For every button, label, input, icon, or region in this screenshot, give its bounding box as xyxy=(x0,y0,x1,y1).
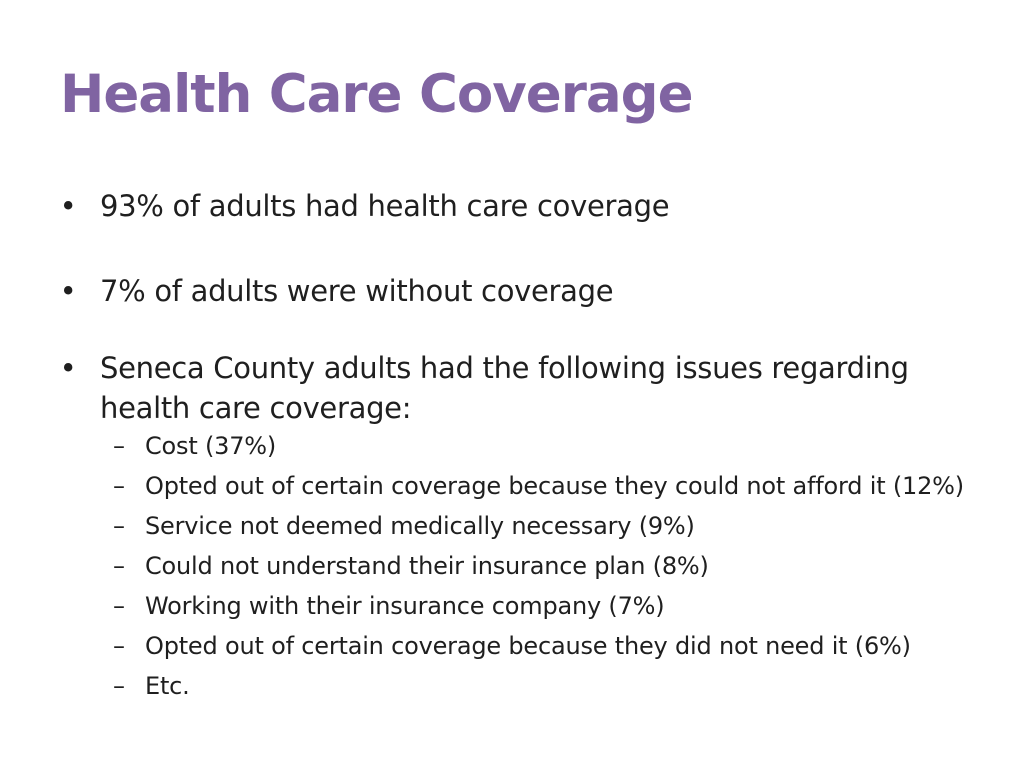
sub-item-cost xyxy=(100,430,968,463)
bullet-icon: • xyxy=(59,274,77,308)
bullet-list xyxy=(58,186,968,703)
sub-item-not-necessary xyxy=(100,510,968,543)
sub-item-understand-plan xyxy=(100,550,968,583)
dash-icon: – xyxy=(113,472,125,500)
sub-item-insurance-company xyxy=(100,590,968,623)
bullet-icon: • xyxy=(59,351,77,385)
dash-icon: – xyxy=(113,512,125,540)
dash-icon: – xyxy=(113,432,125,460)
sub-item-text: Working with their insurance company (7%) xyxy=(145,592,665,620)
sub-bullet-list xyxy=(100,430,968,703)
sub-item-text: Opted out of certain coverage because they did not need it (6%) xyxy=(145,632,911,660)
bullet-item-coverage xyxy=(58,186,968,226)
dash-icon: – xyxy=(113,552,125,580)
dash-icon: – xyxy=(113,672,125,700)
bullet-text: 93% of adults had health care coverage xyxy=(100,189,670,223)
sub-item-did-not-need xyxy=(100,630,968,663)
sub-item-text: Etc. xyxy=(145,672,190,700)
bullet-icon: • xyxy=(59,189,77,223)
slide-title: Health Care Coverage xyxy=(60,64,693,125)
bullet-text: 7% of adults were without coverage xyxy=(100,274,614,308)
sub-item-text: Cost (37%) xyxy=(145,432,277,460)
sub-item-etc xyxy=(100,670,968,703)
sub-item-text: Service not deemed medically necessary (9%) xyxy=(145,512,695,540)
dash-icon: – xyxy=(113,632,125,660)
bullet-text: Seneca County adults had the following issues regarding health care coverage: xyxy=(100,351,909,425)
sub-item-text: Opted out of certain coverage because they could not afford it (12%) xyxy=(145,472,964,500)
bullet-item-issues xyxy=(58,348,968,703)
bullet-item-without-coverage xyxy=(58,271,968,311)
sub-item-text: Could not understand their insurance plan (8%) xyxy=(145,552,709,580)
sub-item-could-not-afford xyxy=(100,470,968,503)
dash-icon: – xyxy=(113,592,125,620)
